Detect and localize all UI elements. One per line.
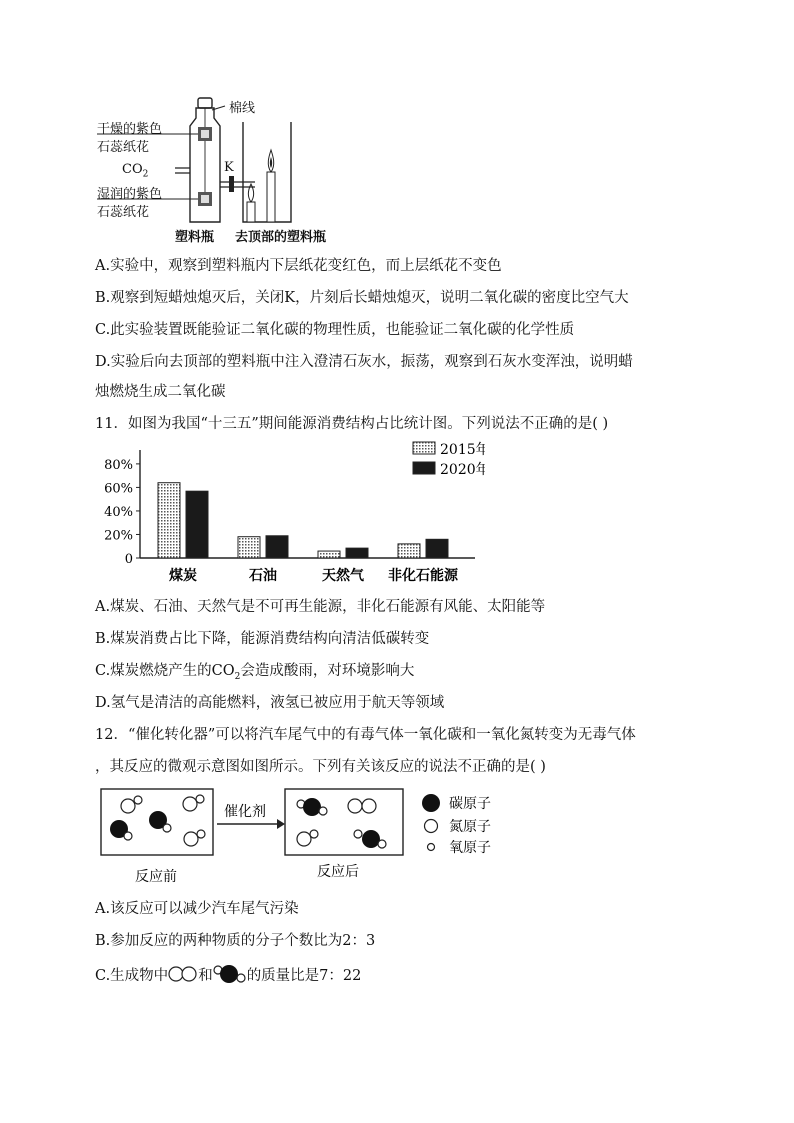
n2-molecule-icon	[168, 965, 198, 983]
reaction-micro-diagram	[95, 786, 515, 886]
energy-bar-chart	[95, 436, 485, 588]
bar-chart-svg	[95, 436, 485, 588]
y-tick-label: 80%	[104, 457, 133, 473]
co2-molecule-icon	[213, 963, 247, 985]
y-tick-label: 20%	[104, 528, 133, 544]
q11-stem: 11．如图为我国“十三五”期间能源消费结构占比统计图。下列说法不正确的是( )	[95, 416, 609, 432]
co2-molecule	[354, 830, 386, 848]
bar-2015年	[318, 551, 340, 558]
bar-2020年	[266, 536, 288, 558]
legend-swatch	[413, 442, 435, 454]
arrow-catalyst-label: 催化剂	[224, 804, 266, 820]
cotton-thread-label: 棉线	[229, 101, 256, 116]
bar-2015年	[398, 544, 420, 558]
q12-option-a: A.该反应可以减少汽车尾气污染	[95, 901, 299, 917]
valve-k-label: K	[224, 160, 234, 175]
bar-2015年	[238, 537, 260, 558]
category-label: 石油	[249, 568, 277, 584]
valve-k	[229, 176, 234, 192]
q11-option-c: C.煤炭燃烧产生的$CO_2$会造成酸雨，对环境影响大	[95, 663, 415, 682]
q10-option-d-line1: D.实验后向去顶部的塑料瓶中注入澄清石灰水，振荡，观察到石灰水变浑浊，说明蜡	[95, 354, 633, 370]
co-molecule	[110, 820, 132, 840]
tall-candle	[267, 150, 275, 222]
reaction-arrow-icon	[277, 819, 285, 829]
q10-option-a: A.实验中，观察到塑料瓶内下层纸花变红色，而上层纸花不变色	[95, 258, 502, 274]
dry-flower-label-2: 石蕊纸花	[97, 140, 150, 155]
y-tick-label: 0	[124, 552, 133, 567]
co-molecule	[149, 811, 171, 832]
legend-oxygen-label: 氧原子	[449, 840, 491, 856]
q11-option-d: D.氢气是清洁的高能燃料，液氢已被应用于航天等领域	[95, 695, 445, 711]
legend-swatch	[413, 462, 435, 474]
wet-flower-label-1: 湿润的紫色	[97, 187, 163, 202]
y-tick-label: 60%	[104, 481, 133, 497]
legend-carbon-label: 碳原子	[449, 796, 491, 812]
legend-nitrogen-label: 氮原子	[449, 819, 491, 835]
bar-2020年	[186, 491, 208, 558]
category-label: 非化石能源	[388, 568, 458, 584]
nitrogen-atom-icon	[425, 820, 438, 833]
category-label: 天然气	[322, 568, 364, 584]
q12-stem-line2: ，其反应的微观示意图如图所示。下列有关该反应的说法不正确的是( )	[95, 759, 546, 775]
bar-2015年	[158, 483, 180, 558]
no-molecule	[121, 796, 142, 813]
oxygen-atom-icon	[428, 844, 435, 851]
q11-option-a: A.煤炭、石油、天然气是不可再生能源，非化石能源有风能、太阳能等	[95, 599, 546, 615]
q12-option-c: C.生成物中 和 的质量比是7：22	[95, 963, 361, 986]
q11-option-b: B.煤炭消费占比下降，能源消费结构向清洁低碳转变	[95, 631, 430, 647]
short-candle	[247, 184, 255, 222]
bar-2020年	[346, 548, 368, 558]
dry-flower-label-1: 干燥的紫色	[97, 122, 163, 137]
left-bottle-caption: 塑料瓶	[175, 230, 215, 245]
after-caption: 反应后	[317, 864, 359, 880]
co2-inlet-label: $CO_2$	[122, 162, 149, 180]
right-bottle-caption: 去顶部的塑料瓶	[235, 230, 327, 245]
dry-litmus-flower	[198, 127, 212, 141]
no-molecule	[297, 830, 318, 846]
n2-molecule	[348, 799, 376, 813]
bar-2020年	[426, 539, 448, 558]
legend-label: 2015年	[440, 442, 485, 458]
co2-experiment-figure	[95, 92, 395, 252]
y-tick-label: 40%	[104, 504, 133, 520]
no-molecule	[184, 830, 205, 846]
legend-label: 2020年	[440, 462, 485, 478]
q10-option-d-line2: 烛燃烧生成二氧化碳	[95, 384, 226, 400]
category-label: 煤炭	[169, 568, 197, 584]
q10-option-c: C.此实验装置既能验证二氧化碳的物理性质，也能验证二氧化碳的化学性质	[95, 322, 575, 338]
q12-option-b: B.参加反应的两种物质的分子个数比为2：3	[95, 933, 376, 949]
co2-molecule	[297, 798, 327, 816]
before-caption: 反应前	[135, 869, 177, 885]
wet-flower-label-2: 石蕊纸花	[97, 205, 150, 220]
carbon-atom-icon	[422, 794, 440, 812]
q12-stem-line1: 12．“催化转化器”可以将汽车尾气中的有毒气体一氧化碳和一氧化氮转变为无毒气体	[95, 727, 636, 743]
q10-option-b: B.观察到短蜡烛熄灭后，关闭K，片刻后长蜡烛熄灭，说明二氧化碳的密度比空气大	[95, 290, 629, 306]
no-molecule	[183, 795, 204, 811]
wet-litmus-flower	[198, 192, 212, 206]
reaction-diagram-svg	[95, 786, 515, 886]
